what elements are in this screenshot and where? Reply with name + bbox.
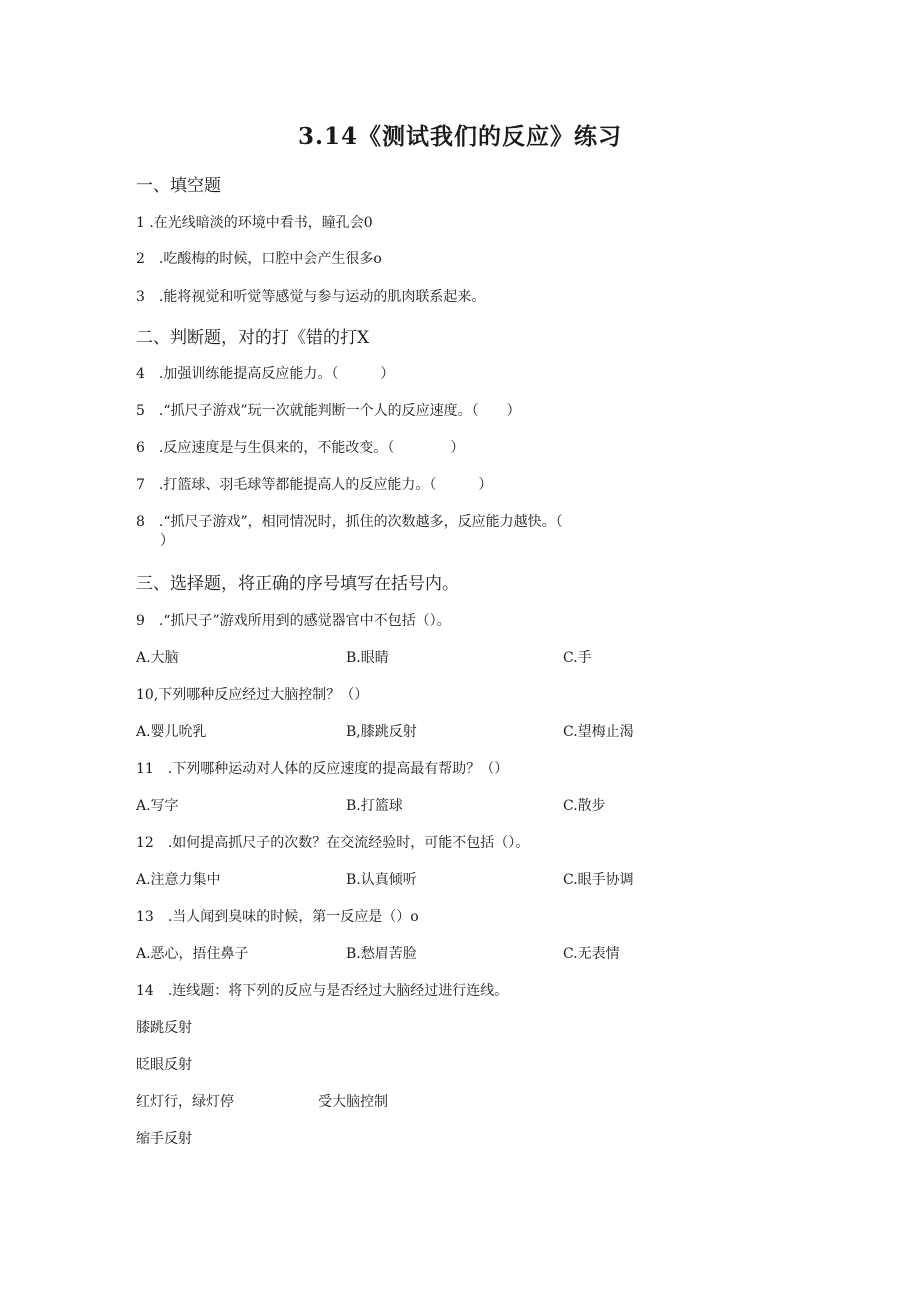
- question-13: 13 .当人闻到臭味的时候，第一反应是（）o: [136, 909, 419, 925]
- question-11-option-a: A.写字: [136, 798, 179, 814]
- question-1: 1 .在光线暗淡的环境中看书，瞳孔会0: [136, 215, 373, 231]
- match-right-item: 受大脑控制: [318, 1094, 388, 1110]
- question-10: 10,下列哪种反应经过大脑控制？（）: [136, 687, 369, 703]
- question-9: 9 .“抓尺子”游戏所用到的感觉器官中不包括（）。: [136, 613, 451, 629]
- question-10-option-a: A.婴儿吮乳: [136, 724, 207, 740]
- question-6: 6 .反应速度是与生俱来的，不能改变。（ ）: [136, 440, 465, 456]
- question-2: 2 .吃酸梅的时候，口腔中会产生很多o: [136, 251, 382, 267]
- question-12-option-b: B.认真倾听: [346, 872, 417, 888]
- question-13-option-b: B.愁眉苦脸: [346, 946, 417, 962]
- question-11-option-c: C.散步: [563, 798, 606, 814]
- question-13-option-c: C.无表情: [563, 946, 620, 962]
- section-heading-true-false: 二、判断题，对的打《错的打X: [136, 328, 370, 348]
- match-left-item-1: 膝跳反射: [136, 1020, 192, 1036]
- question-14: 14 .连线题：将下列的反应与是否经过大脑经过进行连线。: [136, 983, 509, 999]
- question-13-option-a: A.恶心，捂住鼻子: [136, 946, 249, 962]
- question-10-option-c: C.望梅止渴: [563, 724, 634, 740]
- question-4: 4 .加强训练能提高反应能力。（ ）: [136, 366, 395, 382]
- question-9-option-c: C.手: [563, 650, 592, 666]
- question-12-option-c: C.眼手协调: [563, 872, 634, 888]
- match-left-item-3: 红灯行，绿灯停: [136, 1094, 234, 1110]
- match-left-item-4: 缩手反射: [136, 1131, 192, 1147]
- question-3: 3 .能将视觉和听觉等感觉与参与运动的肌肉联系起来。: [136, 289, 486, 305]
- question-9-option-a: A.大脑: [136, 650, 179, 666]
- section-heading-multiple-choice: 三、选择题，将正确的序号填写在括号内。: [136, 574, 459, 594]
- question-11: 11 .下列哪种运动对人体的反应速度的提高最有帮助？（）: [136, 761, 509, 777]
- question-11-option-b: B.打篮球: [346, 798, 403, 814]
- section-heading-fill-blank: 一、填空题: [136, 176, 221, 196]
- question-12: 12 .如何提高抓尺子的次数？在交流经验时，可能不包括（）。: [136, 835, 530, 851]
- question-8-continuation: ）: [160, 533, 174, 549]
- question-5: 5 .“抓尺子游戏”玩一次就能判断一个人的反应速度。（ ）: [136, 403, 521, 419]
- question-7: 7 .打篮球、羽毛球等都能提高人的反应能力。（ ）: [136, 477, 493, 493]
- question-9-option-b: B.眼睛: [346, 650, 389, 666]
- question-10-option-b: B,膝跳反射: [346, 724, 417, 740]
- question-8: 8 .“抓尺子游戏”，相同情况时，抓住的次数越多，反应能力越快。（: [136, 514, 563, 530]
- page-title: 3.14《测试我们的反应》练习: [297, 123, 623, 150]
- match-left-item-2: 眨眼反射: [136, 1057, 192, 1073]
- question-12-option-a: A.注意力集中: [136, 872, 221, 888]
